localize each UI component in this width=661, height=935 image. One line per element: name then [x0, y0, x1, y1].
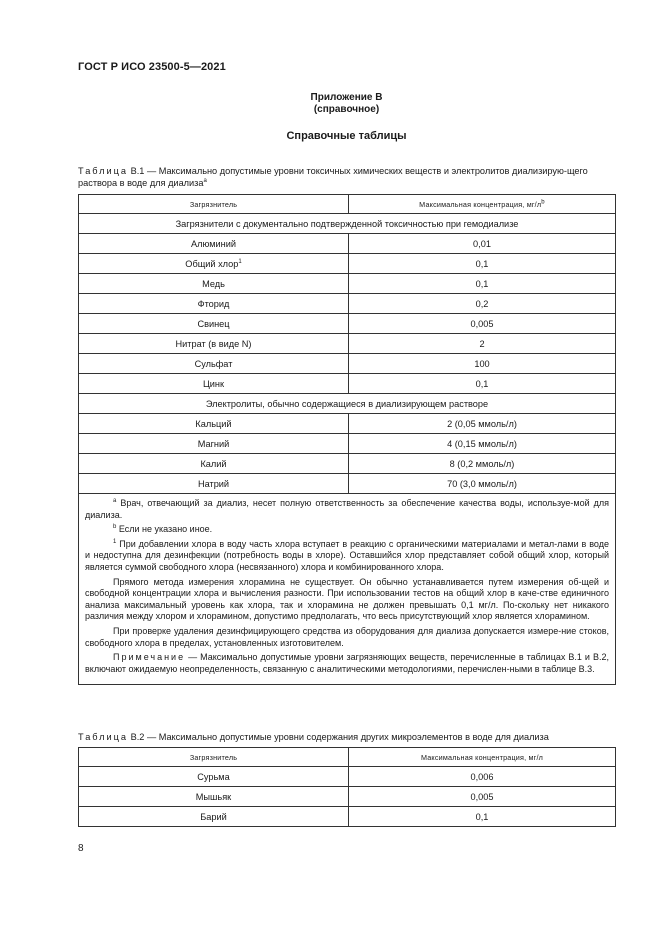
table-row	[79, 314, 616, 334]
table-row	[79, 294, 616, 314]
footnote-b	[85, 524, 609, 536]
table1-note	[85, 652, 609, 675]
table2-caption-label: Таблица	[78, 732, 129, 742]
footnote-1-mark: 1	[113, 538, 117, 545]
element-value: 0,1	[349, 807, 616, 827]
element-name: Барий	[79, 807, 349, 827]
table1-caption-number: В.1	[130, 166, 145, 176]
table2-col-max: Максимальная концентрация, мг/л	[349, 748, 616, 767]
table-row	[79, 454, 616, 474]
footnote-paragraph-2: Прямого метода измерения хлорамина не существует. Он обычно устанавливается путем измерения об-щей и свободной концентрации хлора и вычисления разности. При использовании тестов на общий хлор в каче-стве единичного анализа максимальный уровень как хлора, так и хлорамина не должен превышать 0,1 мг/л. По-скольку нет никакого различия между хлором и хлорамином, допустимо предполагать, что весь присутствующий хлор является хлорамином.	[85, 576, 609, 622]
electrolyte-name: Натрий	[79, 474, 349, 494]
footnote-1	[85, 539, 609, 574]
element-name: Мышьяк	[79, 787, 349, 807]
table2-caption-number: В.2	[130, 732, 145, 742]
standard-header: ГОСТ Р ИСО 23500-5—2021	[78, 61, 226, 73]
table-row	[79, 334, 616, 354]
contaminant-value: 100	[349, 354, 616, 374]
footnote-ref: 1	[238, 258, 242, 265]
note-label: Примечание	[113, 652, 186, 663]
table-row	[79, 434, 616, 454]
electrolyte-name: Кальций	[79, 414, 349, 434]
table2-col-contaminant: Загрязнитель	[79, 748, 349, 767]
contaminant-name: Свинец	[79, 314, 349, 334]
table-row	[79, 234, 616, 254]
note-text: — Максимально допустимые уровни загрязняющих веществ, перечисленные в таблицах В.1 и В.2, включают ожидаемую неопределенность, связанную с аналитическими методологиями, перечислен-ными в таблице В.3.	[85, 652, 609, 674]
table-row	[79, 254, 616, 274]
table-row	[79, 274, 616, 294]
contaminant-name: Нитрат (в виде N)	[79, 334, 349, 354]
electrolyte-value: 2 (0,05 ммоль/л)	[349, 414, 616, 434]
table-row	[79, 474, 616, 494]
footnote-a-text: Врач, отвечающий за диализ, несет полную ответственность за обеспечение качества воды, используе-мой для диализа.	[85, 498, 609, 520]
footnote-a-mark: a	[113, 498, 117, 504]
table-row	[79, 807, 616, 827]
table1-caption-text: — Максимально допустимые уровни токсичных химических веществ и электролитов диализирую-щего раствора в воде для диализа	[78, 166, 588, 188]
contaminant-name: Сульфат	[79, 354, 349, 374]
table-row	[79, 767, 616, 787]
table2	[78, 747, 616, 827]
table1-caption-label: Таблица	[78, 166, 129, 176]
contaminant-value: 2	[349, 334, 616, 354]
footnote-b-mark: b	[113, 524, 117, 531]
contaminant-value: 0,01	[349, 234, 616, 254]
table1-caption-sup: a	[203, 177, 207, 184]
table1-footnotes	[79, 494, 616, 685]
contaminant-name: Медь	[79, 274, 349, 294]
table-row	[79, 414, 616, 434]
table1-col-contaminant: Загрязнитель	[79, 195, 349, 214]
contaminant-name: Фторид	[79, 294, 349, 314]
table2-caption-text: — Максимально допустимые уровни содержания других микроэлементов в воде для диализа	[146, 732, 549, 742]
electrolyte-value: 4 (0,15 ммоль/л)	[349, 434, 616, 454]
page-number: 8	[78, 843, 84, 854]
electrolyte-value: 70 (3,0 ммоль/л)	[349, 474, 616, 494]
table-row	[79, 354, 616, 374]
contaminant-name-cell	[79, 254, 349, 274]
table1	[78, 194, 616, 685]
contaminant-name: Общий хлор	[185, 258, 239, 269]
contaminant-value: 0,1	[349, 254, 616, 274]
annex-subtitle: (справочное)	[313, 104, 380, 115]
table1-col-max-label: Максимальная концентрация, мг/л	[419, 199, 542, 209]
table-row	[79, 787, 616, 807]
annex-title: Приложение В	[310, 92, 383, 103]
electrolyte-name: Калий	[79, 454, 349, 474]
section-title: Справочные таблицы	[286, 130, 407, 142]
footnote-1-text: При добавлении хлора в воду часть хлора вступает в реакцию с органическими материалами и метал-лами в воде и недоступна для дезинфекции (потребность воды в хлоре). Оставшийся хлор представляет собой общий хлор, который является суммой свободного хлора (несвязанного) хлора и комбинированного хлора.	[85, 538, 609, 572]
table1-group1: Загрязнители с документально подтвержденной токсичностью при гемодиализе	[79, 214, 616, 234]
contaminant-value: 0,1	[349, 374, 616, 394]
table1-caption	[78, 165, 615, 189]
table2-caption	[78, 731, 615, 743]
table1-col-max-sup: b	[541, 199, 545, 206]
element-name: Сурьма	[79, 767, 349, 787]
table1-group2: Электролиты, обычно содержащиеся в диализирующем растворе	[79, 394, 616, 414]
footnote-paragraph-3: При проверке удаления дезинфицирующего средства из оборудования для диализа допускается измере-ние стоков, свободного хлора в пределах, установленных изготовителем.	[85, 625, 609, 648]
contaminant-name: Алюминий	[79, 234, 349, 254]
electrolyte-value: 8 (0,2 ммоль/л)	[349, 454, 616, 474]
table-row	[79, 374, 616, 394]
electrolyte-name: Магний	[79, 434, 349, 454]
table1-col-max	[349, 195, 616, 214]
footnote-b-text: Если не указано иное.	[118, 524, 213, 535]
element-value: 0,006	[349, 767, 616, 787]
footnote-a	[85, 498, 609, 521]
contaminant-value: 0,005	[349, 314, 616, 334]
contaminant-value: 0,1	[349, 274, 616, 294]
element-value: 0,005	[349, 787, 616, 807]
contaminant-name: Цинк	[79, 374, 349, 394]
contaminant-value: 0,2	[349, 294, 616, 314]
